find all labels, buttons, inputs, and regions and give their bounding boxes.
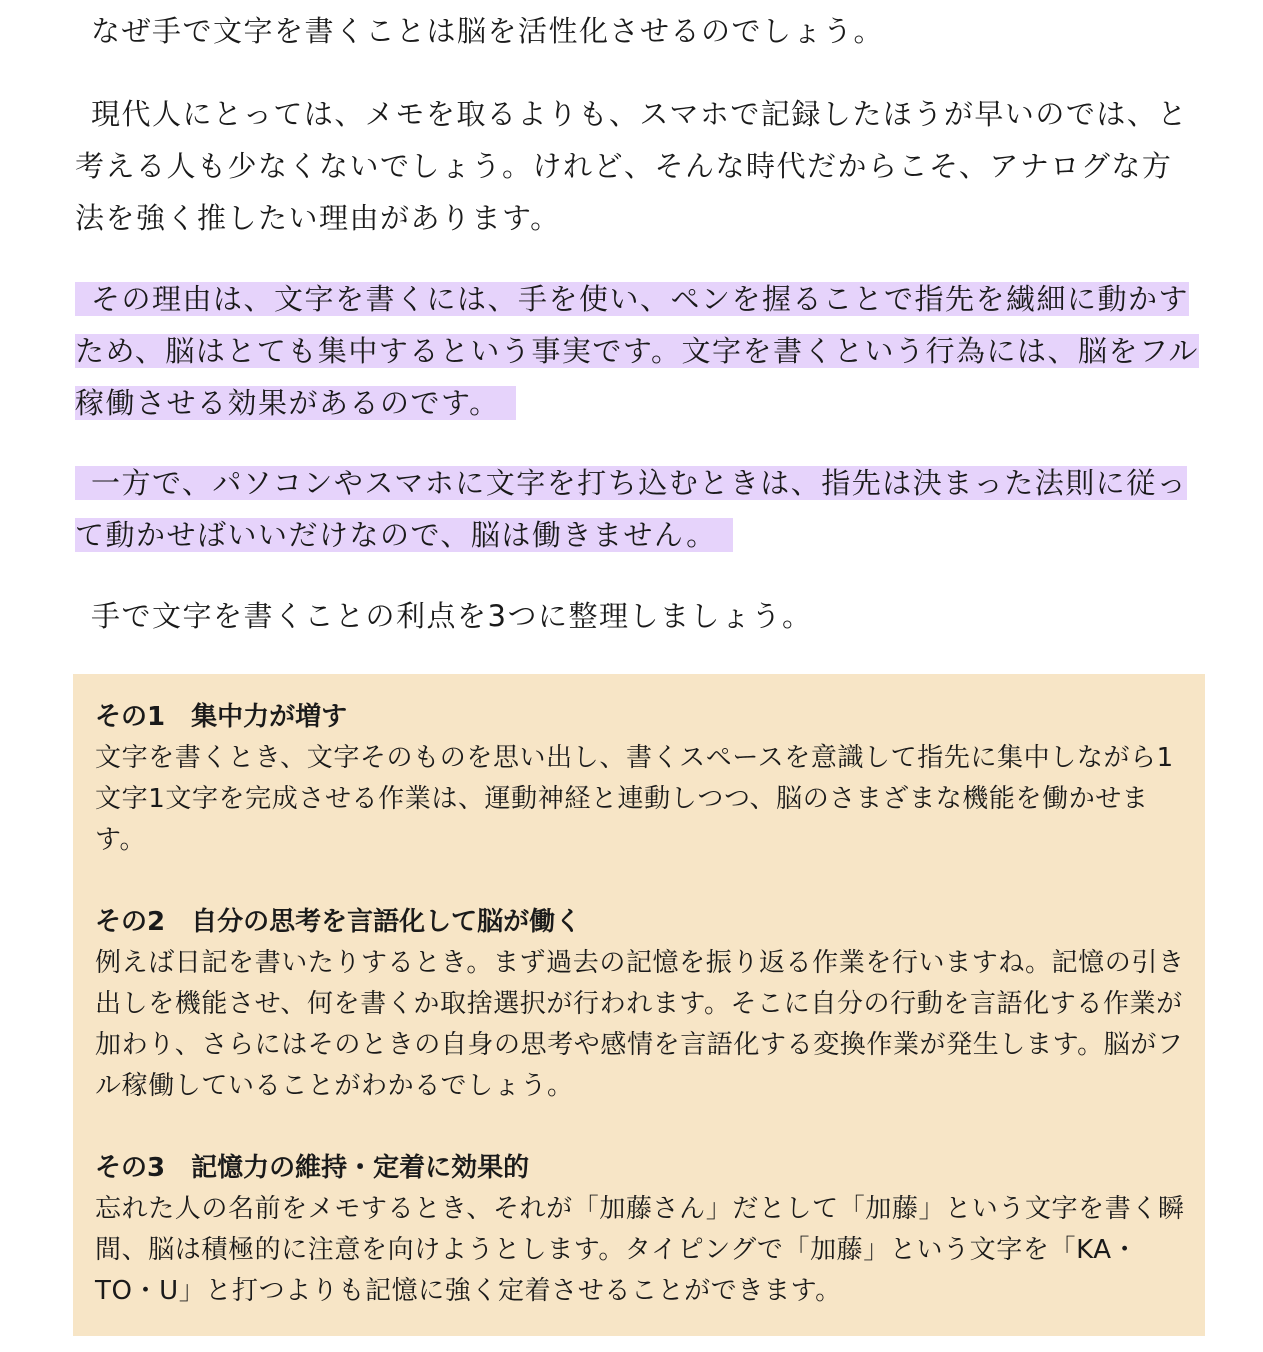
highlighted-text	[75, 282, 1199, 420]
highlighted-text	[75, 466, 1187, 552]
benefit-title: その3 記憶力の維持・定着に効果的	[95, 1153, 530, 1183]
benefit-body: 例えば日記を書いたりするとき。まず過去の記憶を振り返る作業を行いますね。記憶の引き出しを機能させ、何を書くか取捨選択が行われます。そこに自分の行動を言語化する作業が加わり、さらにはそのときの自身の思考や感情を言語化する変換作業が発生します。脳がフル稼働していることがわかるでしょう。	[95, 948, 1185, 1101]
paragraph-text: なぜ手で文字を書くことは脳を活性化させるのでしょう。	[91, 14, 885, 48]
benefit-item-3	[95, 1147, 1187, 1312]
benefit-body: 忘れた人の名前をメモするとき、それが「加藤さん」だとして「加藤」という文字を書く瞬間、脳は積極的に注意を向けようとします。タイピングで「加藤」という文字を「KA・TO・U」と打つよりも記憶に強く定着させることができます。	[95, 1194, 1185, 1306]
paragraph-text: 現代人にとっては、メモを取るよりも、スマホで記録したほうが早いのでは、と考える人も少なくないでしょう。けれど、そんな時代だからこそ、アナログな方法を強く推したい理由があります。	[75, 97, 1188, 235]
benefit-title: その2 自分の思考を言語化して脳が働く	[95, 907, 582, 937]
benefit-body: 文字を書くとき、文字そのものを思い出し、書くスペースを意識して指先に集中しながら1文字1文字を完成させる作業は、運動神経と連動しつつ、脳のさまざまな機能を働かせます。	[95, 743, 1174, 855]
paragraph-reason-highlighted	[75, 273, 1200, 429]
paragraph-three-benefits	[75, 590, 1200, 642]
benefit-title: その1 集中力が増す	[95, 702, 348, 732]
paragraph-typing-highlighted	[75, 457, 1200, 561]
benefits-box	[73, 674, 1205, 1336]
paragraph-intro-question	[75, 5, 1200, 57]
benefit-item-2	[95, 901, 1187, 1107]
paragraph-text: 一方で、パソコンやスマホに文字を打ち込むときは、指先は決まった法則に従って動かせばいいだけなので、脳は働きません。	[75, 466, 1188, 552]
benefit-item-1	[95, 696, 1187, 861]
paragraph-text: 手で文字を書くことの利点を3つに整理しましょう。	[91, 599, 813, 633]
paragraph-modern-people	[75, 88, 1200, 244]
benefits-list	[95, 696, 1187, 1352]
paragraph-text: その理由は、文字を書くには、手を使い、ペンを握ることで指先を繊細に動かすため、脳はとても集中するという事実です。文字を書くという行為には、脳をフル稼働させる効果があるのです。	[75, 282, 1199, 420]
